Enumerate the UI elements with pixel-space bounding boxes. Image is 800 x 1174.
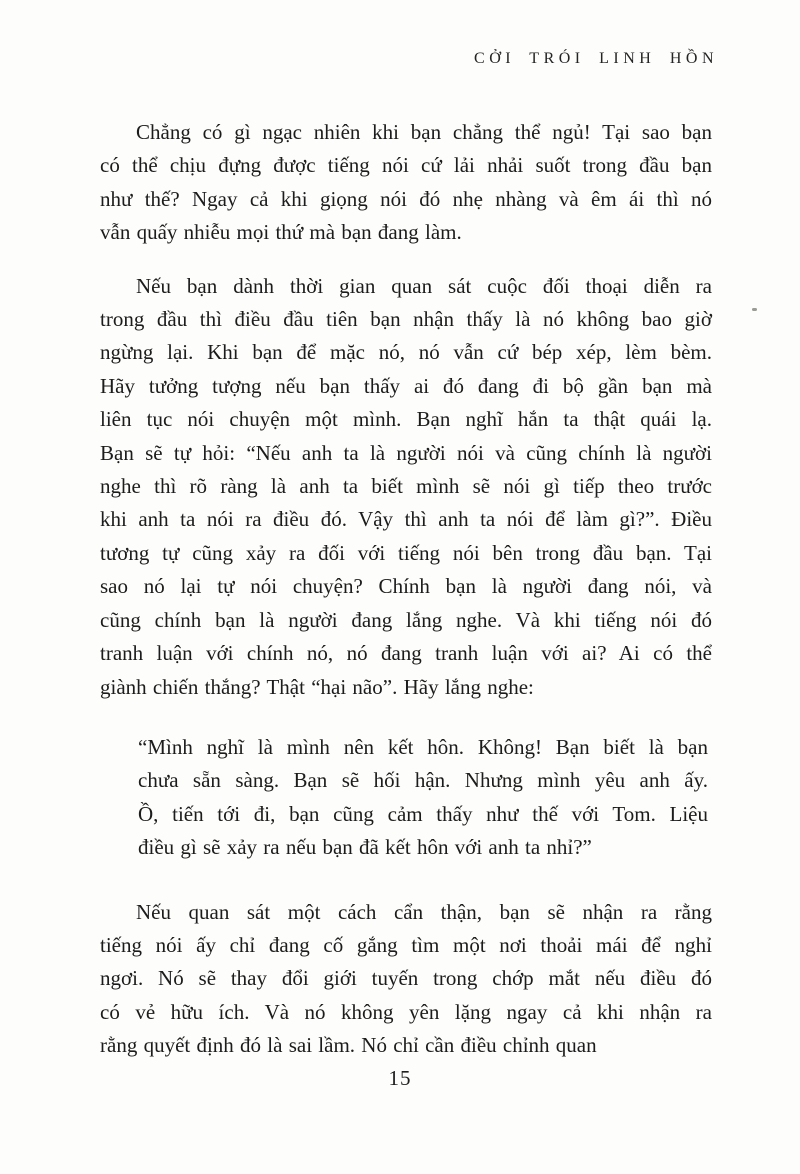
text-line: Nếu bạn dành thời gian quan sát cuộc đối thoại diễn ra — [136, 273, 712, 298]
text-line: giành chiến thắng? Thật “hại não”. Hãy lắng nghe: — [100, 674, 534, 699]
text-line: liên tục nói chuyện một mình. Bạn nghĩ hắn ta thật quái lạ. — [100, 407, 712, 432]
paragraph — [100, 116, 712, 250]
text-line: chưa sẵn sàng. Bạn sẽ hối hận. Nhưng mình yêu anh ấy. — [138, 768, 708, 793]
text-line: khi anh ta nói ra điều đó. Vậy thì anh ta nói để làm gì?”. Điều — [100, 507, 712, 532]
text-line: rằng quyết định đó là sai lầm. Nó chỉ cần điều chỉnh quan — [100, 1033, 597, 1058]
text-line: điều gì sẽ xảy ra nếu bạn đã kết hôn với anh ta nhỉ?” — [138, 835, 592, 860]
paragraph — [100, 896, 712, 1063]
text-line: Hãy tưởng tượng nếu bạn thấy ai đó đang đi bộ gần bạn mà — [100, 373, 712, 398]
quote-paragraph — [138, 731, 708, 865]
text-line: Chẳng có gì ngạc nhiên khi bạn chẳng thể ngủ! Tại sao bạn — [136, 120, 712, 144]
scan-speck — [752, 308, 757, 311]
running-header: CỞI TRÓI LINH HỒN — [474, 50, 718, 67]
text-line: tương tự cũng xảy ra đối với tiếng nói bên trong đầu bạn. Tại — [100, 540, 712, 565]
text-line: ngơi. Nó sẽ thay đổi giới tuyến trong chớp mắt nếu điều đó — [100, 966, 712, 991]
text-line: tranh luận với chính nó, nó đang tranh luận với ai? Ai có thể — [100, 641, 712, 666]
page-number: 15 — [388, 1066, 412, 1090]
paragraph — [100, 270, 712, 704]
text-line: như thế? Ngay cả khi giọng nói đó nhẹ nhàng và êm ái thì nó — [100, 186, 712, 211]
text-line: Bạn sẽ tự hỏi: “Nếu anh ta là người nói và cũng chính là người — [100, 440, 712, 465]
text-line: tiếng nói ấy chỉ đang cố gắng tìm một nơi thoải mái để nghỉ — [100, 932, 712, 957]
text-line: sao nó lại tự nói chuyện? Chính bạn là người đang nói, và — [100, 574, 712, 599]
text-line: Ồ, tiến tới đi, bạn cũng cảm thấy như thế với Tom. Liệu — [138, 801, 708, 826]
text-line: có thể chịu đựng được tiếng nói cứ lải nhải suốt trong đầu bạn — [100, 153, 712, 178]
text-line: “Mình nghĩ là mình nên kết hôn. Không! Bạn biết là bạn — [138, 734, 708, 759]
text-line: nghe thì rõ ràng là anh ta biết mình sẽ nói gì tiếp theo trước — [100, 474, 712, 499]
text-line: trong đầu thì điều đầu tiên bạn nhận thấy là nó không bao giờ — [100, 307, 712, 332]
page-body — [100, 116, 712, 1083]
text-line: có vẻ hữu ích. Và nó không yên lặng ngay cả khi nhận ra — [100, 999, 712, 1024]
text-line: Nếu quan sát một cách cẩn thận, bạn sẽ nhận ra rằng — [136, 899, 712, 924]
text-line: ngừng lại. Khi bạn để mặc nó, nó vẫn cứ bép xép, lèm bèm. — [100, 340, 712, 365]
text-line: cũng chính bạn là người đang lắng nghe. Và khi tiếng nói đó — [100, 607, 712, 632]
text-line: vẫn quấy nhiễu mọi thứ mà bạn đang làm. — [100, 220, 462, 245]
